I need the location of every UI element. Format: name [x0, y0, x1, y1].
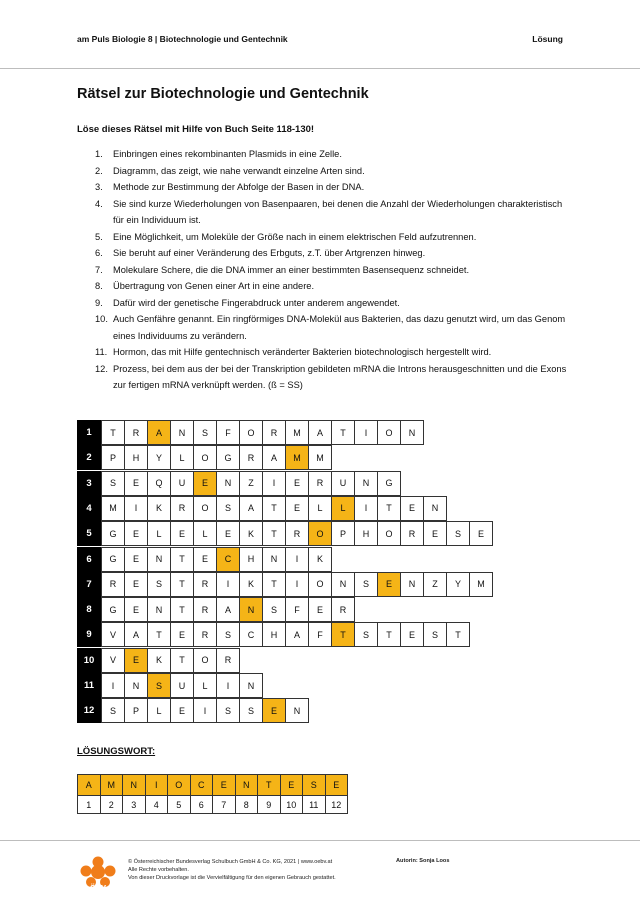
crossword-cell: N: [285, 698, 309, 723]
clue-text: Molekulare Schere, die die DNA immer an einer bestimmten Basensequenz schneidet.: [113, 264, 470, 275]
crossword-cell-highlighted: A: [147, 420, 171, 445]
solution-letter-cell: M: [100, 774, 124, 796]
crossword-cell: O: [377, 521, 401, 546]
solution-letter-cell: A: [77, 774, 101, 796]
clue-text: Einbringen eines rekombinanten Plasmids in eine Zelle.: [113, 149, 342, 159]
crossword-cell: A: [262, 445, 286, 470]
page-header: [77, 34, 563, 48]
solution-letter-cell: T: [257, 774, 281, 796]
crossword-cell-highlighted: S: [147, 673, 171, 698]
solution-word-table: [77, 774, 347, 813]
crossword-row-number: 5: [77, 521, 101, 546]
crossword-cell: M: [308, 445, 332, 470]
crossword-cell-highlighted: T: [331, 622, 355, 647]
solution-letter-cell: E: [280, 774, 304, 796]
crossword-cell: L: [193, 673, 217, 698]
crossword-row-number: 12: [77, 698, 101, 723]
crossword-cell: N: [423, 496, 447, 521]
crossword-cell: U: [170, 673, 194, 698]
crossword-cell: T: [147, 622, 171, 647]
clue-text: Diagramm, das zeigt, wie nahe verwandt einzelne Arten sind.: [113, 165, 365, 176]
crossword-cells: [101, 673, 262, 698]
crossword-cell: E: [124, 521, 148, 546]
crossword-cell: E: [124, 471, 148, 496]
header-solution-label: Lösung: [532, 34, 563, 44]
crossword-cell: S: [216, 698, 240, 723]
crossword-cell: Y: [446, 572, 470, 597]
crossword-row-number: 2: [77, 445, 101, 470]
crossword-cells: [101, 648, 239, 673]
crossword-cell: I: [216, 572, 240, 597]
solution-letter-cell: N: [122, 774, 146, 796]
crossword-cells: [101, 622, 469, 647]
crossword-cell: P: [331, 521, 355, 546]
crossword-cells: [101, 521, 492, 546]
crossword-cell: A: [308, 420, 332, 445]
crossword-cell: T: [262, 572, 286, 597]
clue-text: Dafür wird der genetische Fingerabdruck unter anderem angewendet.: [113, 297, 400, 308]
crossword-cell: Q: [147, 471, 171, 496]
crossword-cell: N: [124, 673, 148, 698]
clue-item: [95, 262, 575, 279]
crossword-cell: E: [170, 521, 194, 546]
footer-copyright: © Österreichischer Bundesverlag Schulbuch GmbH & Co. KG, 2021 | www.oebv.at: [128, 859, 333, 865]
crossword-cell: S: [147, 572, 171, 597]
crossword-cell: I: [354, 496, 378, 521]
crossword-cell: I: [124, 496, 148, 521]
crossword-cell: A: [285, 622, 309, 647]
clue-number: 6.: [95, 248, 103, 258]
solution-letter-cell: N: [235, 774, 259, 796]
clue-number: 9.: [95, 297, 103, 308]
crossword-cell: S: [262, 597, 286, 622]
crossword-cell: S: [101, 471, 125, 496]
solution-number-cell: 12: [325, 795, 349, 814]
crossword-cell: L: [193, 521, 217, 546]
crossword-cell: S: [193, 420, 217, 445]
clue-text: Hormon, das mit Hilfe gentechnisch veränderter Bakterien biotechnologisch hergestellt wird.: [113, 347, 492, 357]
solution-numbers-row: [77, 795, 347, 813]
crossword-cell: R: [193, 597, 217, 622]
solution-letter-cell: C: [190, 774, 214, 796]
crossword-cells: [101, 698, 308, 723]
solution-number-cell: 8: [235, 795, 259, 814]
crossword-cell: E: [124, 597, 148, 622]
clue-text: Methode zur Bestimmung der Abfolge der Basen in der DNA.: [113, 182, 365, 192]
crossword-cell-highlighted: E: [193, 471, 217, 496]
crossword-cell: Z: [423, 572, 447, 597]
clue-number: 5.: [95, 231, 103, 242]
crossword-cell: N: [331, 572, 355, 597]
crossword-cell: R: [124, 420, 148, 445]
clue-number: 11.: [95, 347, 108, 357]
crossword-cell: L: [308, 496, 332, 521]
crossword-cell: F: [216, 420, 240, 445]
crossword-cell: N: [400, 420, 424, 445]
crossword-cell: R: [400, 521, 424, 546]
crossword-cell-highlighted: L: [331, 496, 355, 521]
crossword-cell: U: [170, 471, 194, 496]
crossword-cell: N: [147, 597, 171, 622]
solution-letters-row: [77, 774, 347, 795]
solution-letter-cell: I: [145, 774, 169, 796]
solution-number-cell: 7: [212, 795, 236, 814]
crossword-cell: K: [147, 496, 171, 521]
crossword-cell: G: [101, 597, 125, 622]
solution-letter-cell: E: [212, 774, 236, 796]
crossword-cell: I: [216, 673, 240, 698]
crossword-cell: E: [469, 521, 493, 546]
crossword-cell: C: [239, 622, 263, 647]
crossword-cell: E: [216, 521, 240, 546]
crossword-cell: E: [423, 521, 447, 546]
crossword-cell: O: [193, 445, 217, 470]
crossword-cells: [101, 547, 331, 572]
solution-number-cell: 6: [190, 795, 214, 814]
crossword-cell: R: [262, 420, 286, 445]
crossword-cell: K: [239, 521, 263, 546]
crossword-cell: R: [216, 648, 240, 673]
crossword-cell: N: [400, 572, 424, 597]
crossword-cell: E: [400, 622, 424, 647]
crossword-row-number: 9: [77, 622, 101, 647]
crossword-cell: F: [285, 597, 309, 622]
logo-text: öbv: [89, 882, 107, 892]
crossword-cell: E: [124, 572, 148, 597]
header-divider: [0, 68, 640, 69]
crossword-cell: Y: [147, 445, 171, 470]
crossword-cell: T: [170, 547, 194, 572]
crossword-cell: S: [354, 622, 378, 647]
solution-number-cell: 2: [100, 795, 124, 814]
crossword-cells: [101, 597, 354, 622]
crossword-cell: Z: [239, 471, 263, 496]
crossword-cell: R: [308, 471, 332, 496]
crossword-cell: E: [170, 698, 194, 723]
crossword-cells: [101, 496, 446, 521]
crossword-cell: T: [262, 521, 286, 546]
clue-item: [95, 229, 575, 246]
clue-item: [95, 295, 575, 312]
crossword-cell: S: [446, 521, 470, 546]
clue-item: [95, 278, 575, 295]
crossword-cell: R: [101, 572, 125, 597]
clue-number: 4.: [95, 198, 103, 209]
crossword-cell: O: [193, 648, 217, 673]
crossword-cell: V: [101, 648, 125, 673]
clue-item: [95, 196, 575, 229]
crossword-cell: A: [239, 496, 263, 521]
clue-number: 2.: [95, 165, 103, 176]
clue-text: Eine Möglichkeit, um Moleküle der Größe nach in einem elektrischen Feld aufzutrennen.: [113, 231, 477, 242]
crossword-cell: E: [124, 547, 148, 572]
crossword-cell: F: [308, 622, 332, 647]
crossword-cell: N: [354, 471, 378, 496]
clue-item: [95, 245, 575, 262]
crossword-row-number: 1: [77, 420, 101, 445]
crossword-cell: H: [262, 622, 286, 647]
solution-number-cell: 11: [302, 795, 326, 814]
crossword-cell: P: [101, 445, 125, 470]
crossword-cell-highlighted: C: [216, 547, 240, 572]
crossword-cell: E: [308, 597, 332, 622]
crossword-cell: S: [216, 622, 240, 647]
crossword-cell: I: [193, 698, 217, 723]
crossword-cell: N: [239, 673, 263, 698]
crossword-cell: E: [193, 547, 217, 572]
crossword-cell: N: [216, 471, 240, 496]
crossword-cell: S: [354, 572, 378, 597]
clue-item: [95, 163, 575, 180]
crossword-cell: O: [308, 572, 332, 597]
crossword-cell: G: [101, 547, 125, 572]
footer-copyright-block: [128, 858, 336, 882]
crossword-cell: L: [147, 698, 171, 723]
clue-item: [95, 179, 575, 196]
crossword-cell: M: [101, 496, 125, 521]
crossword-cell: R: [331, 597, 355, 622]
crossword-cell: E: [170, 622, 194, 647]
header-book-title: am Puls Biologie 8 | Biotechnologie und Gentechnik: [77, 34, 288, 44]
clue-text: Übertragung von Genen einer Art in eine andere.: [113, 281, 315, 291]
footer-copy-note: Von dieser Druckvorlage ist die Vervielfältigung für den eigenen Gebrauch gestattet.: [128, 875, 336, 881]
footer-author: Autorin: Sonja Loos: [396, 858, 450, 864]
crossword-row-number: 8: [77, 597, 101, 622]
crossword-cell: G: [101, 521, 125, 546]
crossword-cell: A: [124, 622, 148, 647]
solution-label: LÖSUNGSWORT:: [77, 746, 156, 757]
crossword-cell: N: [147, 547, 171, 572]
crossword-cell: T: [170, 648, 194, 673]
crossword-cell: L: [170, 445, 194, 470]
clue-item: [95, 146, 575, 163]
clue-item: [95, 344, 575, 361]
instruction-text: Löse dieses Rätsel mit Hilfe von Buch Seite 118-130!: [77, 124, 315, 135]
crossword-cell: K: [239, 572, 263, 597]
crossword-cell: A: [216, 597, 240, 622]
solution-letter-cell: S: [302, 774, 326, 796]
crossword-cell: S: [239, 698, 263, 723]
crossword-cell: R: [170, 496, 194, 521]
crossword-cell: R: [239, 445, 263, 470]
crossword-row-number: 10: [77, 648, 101, 673]
crossword-cell: N: [262, 547, 286, 572]
oebv-logo-icon: [76, 850, 120, 894]
solution-number-cell: 10: [280, 795, 304, 814]
crossword-cell: T: [446, 622, 470, 647]
solution-letter-cell: E: [325, 774, 349, 796]
solution-number-cell: 4: [145, 795, 169, 814]
crossword-cell: G: [216, 445, 240, 470]
crossword-row-number: 11: [77, 673, 101, 698]
crossword-cell: R: [193, 622, 217, 647]
crossword-row-number: 3: [77, 471, 101, 496]
crossword-cell: S: [423, 622, 447, 647]
clue-list: [95, 146, 575, 394]
crossword-row-number: 4: [77, 496, 101, 521]
clue-number: 7.: [95, 264, 103, 275]
crossword-row-number: 6: [77, 547, 101, 572]
crossword-cells: [101, 572, 492, 597]
crossword-cell: P: [124, 698, 148, 723]
crossword-cell: T: [377, 496, 401, 521]
solution-number-cell: 5: [167, 795, 191, 814]
crossword-cell: I: [285, 572, 309, 597]
crossword-cell: G: [377, 471, 401, 496]
crossword-cell: I: [285, 547, 309, 572]
crossword-cell: O: [377, 420, 401, 445]
crossword-cell-highlighted: E: [124, 648, 148, 673]
clue-text: Sie beruht auf einer Veränderung des Erbguts, z.T. über Artgrenzen hinweg.: [113, 248, 426, 258]
crossword-cells: [101, 471, 400, 496]
crossword-cell: O: [239, 420, 263, 445]
crossword-cell: N: [170, 420, 194, 445]
footer-divider: [0, 840, 640, 841]
crossword-cell: L: [147, 521, 171, 546]
crossword-cell: I: [262, 471, 286, 496]
crossword-cell: T: [377, 622, 401, 647]
crossword-cells: [101, 445, 331, 470]
clue-number: 1.: [95, 149, 103, 159]
crossword-cell: U: [331, 471, 355, 496]
crossword-cell: T: [262, 496, 286, 521]
solution-number-cell: 3: [122, 795, 146, 814]
clue-number: 3.: [95, 182, 103, 192]
crossword-cell: S: [101, 698, 125, 723]
clue-text: Auch Genfähre genannt. Ein ringförmiges DNA-Molekül aus Bakterien, das dazu genutzt wird, um das Genom eines Individuums zu verändern.: [113, 314, 566, 341]
solution-number-cell: 9: [257, 795, 281, 814]
crossword-cell: E: [400, 496, 424, 521]
crossword-cell-highlighted: O: [308, 521, 332, 546]
crossword-row-number: 7: [77, 572, 101, 597]
clue-number: 8.: [95, 281, 103, 291]
crossword-cell: V: [101, 622, 125, 647]
crossword-cell-highlighted: M: [285, 445, 309, 470]
solution-letter-cell: O: [167, 774, 191, 796]
clue-number: 12.: [95, 363, 108, 374]
crossword-cell: I: [354, 420, 378, 445]
crossword-cell: T: [101, 420, 125, 445]
crossword-cell: R: [285, 521, 309, 546]
clue-text: Sie sind kurze Wiederholungen von Basenpaaren, bei denen die Anzahl der Wiederholungen charakteristisch für ein Individuum ist.: [113, 198, 563, 225]
clue-number: 10.: [95, 314, 108, 324]
crossword-cell-highlighted: E: [262, 698, 286, 723]
crossword-cell: K: [147, 648, 171, 673]
crossword-cell-highlighted: E: [377, 572, 401, 597]
page-title: Rätsel zur Biotechnologie und Gentechnik: [77, 86, 369, 102]
footer-rights: Alle Rechte vorbehalten.: [128, 867, 189, 873]
crossword-cell-highlighted: N: [239, 597, 263, 622]
crossword-cell: M: [285, 420, 309, 445]
crossword-cell: H: [124, 445, 148, 470]
crossword-cells: [101, 420, 423, 445]
crossword-cell: T: [331, 420, 355, 445]
crossword-cell: S: [216, 496, 240, 521]
crossword-cell: M: [469, 572, 493, 597]
clue-item: [95, 311, 575, 344]
clue-text: Prozess, bei dem aus der bei der Transkription gebildeten mRNA die Introns herausgeschnitten und die Exons zur fertigen mRNA verknüpft werden. (ß = SS): [113, 363, 567, 390]
crossword-cell: T: [170, 597, 194, 622]
crossword-cell: T: [170, 572, 194, 597]
solution-number-cell: 1: [77, 795, 101, 814]
crossword-cell: H: [354, 521, 378, 546]
crossword-cell: E: [285, 471, 309, 496]
clue-item: [95, 361, 575, 394]
crossword-cell: I: [101, 673, 125, 698]
crossword-cell: O: [193, 496, 217, 521]
crossword-cell: R: [193, 572, 217, 597]
crossword-cell: H: [239, 547, 263, 572]
crossword-cell: K: [308, 547, 332, 572]
crossword-cell: E: [285, 496, 309, 521]
